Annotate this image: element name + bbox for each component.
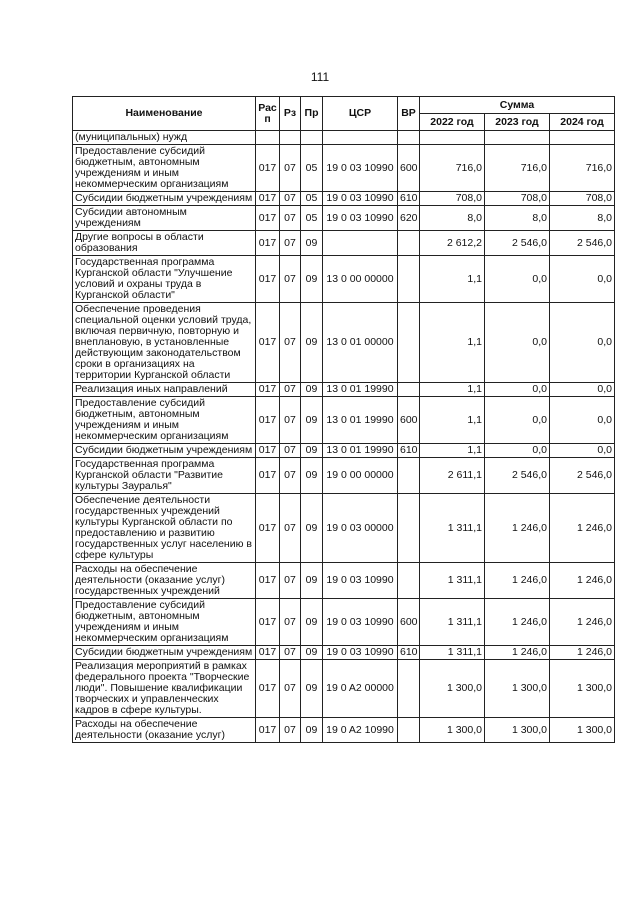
cell-2023: 0,0	[485, 397, 550, 444]
cell-rz: 07	[280, 383, 301, 397]
table-row	[73, 718, 615, 743]
cell-name: Другие вопросы в области образования	[73, 231, 256, 256]
cell-2023: 0,0	[485, 383, 550, 397]
cell-name: Предоставление субсидий бюджетным, автономным учреждениям и иным некоммерческим организациям	[73, 599, 256, 646]
cell-2023: 708,0	[485, 192, 550, 206]
cell-vr	[398, 494, 420, 563]
cell-pr: 09	[301, 718, 323, 743]
cell-2022: 1,1	[420, 444, 485, 458]
cell-ras: 017	[256, 494, 280, 563]
cell-rz: 07	[280, 145, 301, 192]
cell-ras: 017	[256, 458, 280, 494]
cell-csr: 13 0 01 00000	[323, 303, 398, 383]
cell-name: Расходы на обеспечение деятельности (оказание услуг) государственных учреждений	[73, 563, 256, 599]
page-number: 111	[310, 70, 330, 84]
cell-2024: 1 300,0	[550, 660, 615, 718]
cell-vr: 600	[398, 599, 420, 646]
cell-csr: 19 0 00 00000	[323, 458, 398, 494]
cell-2023: 0,0	[485, 256, 550, 303]
cell-2022: 1 311,1	[420, 494, 485, 563]
cell-pr: 09	[301, 383, 323, 397]
cell-2023: 716,0	[485, 145, 550, 192]
cell-csr: 13 0 01 19990	[323, 383, 398, 397]
cell-2024: 716,0	[550, 145, 615, 192]
table-row	[73, 458, 615, 494]
table-row	[73, 444, 615, 458]
cell-pr	[301, 131, 323, 145]
cell-pr: 09	[301, 231, 323, 256]
header-name: Наименование	[73, 97, 256, 131]
cell-name: Реализация мероприятий в рамках федерального проекта "Творческие люди". Повышение квалификации творческих и управленческих кадров в сфере культуры.	[73, 660, 256, 718]
cell-2024: 0,0	[550, 397, 615, 444]
cell-2022	[420, 131, 485, 145]
cell-2022: 1,1	[420, 256, 485, 303]
cell-2022: 1,1	[420, 397, 485, 444]
cell-csr: 19 0 A2 00000	[323, 660, 398, 718]
table-row	[73, 192, 615, 206]
cell-rz	[280, 131, 301, 145]
cell-ras: 017	[256, 192, 280, 206]
cell-2024: 2 546,0	[550, 231, 615, 256]
cell-csr: 19 0 03 10990	[323, 206, 398, 231]
cell-pr: 05	[301, 145, 323, 192]
table-row	[73, 660, 615, 718]
cell-2024: 1 246,0	[550, 563, 615, 599]
cell-2023: 2 546,0	[485, 458, 550, 494]
cell-ras: 017	[256, 660, 280, 718]
cell-2022: 1,1	[420, 383, 485, 397]
cell-2024: 8,0	[550, 206, 615, 231]
cell-2024: 0,0	[550, 303, 615, 383]
cell-2024: 1 246,0	[550, 494, 615, 563]
cell-csr	[323, 131, 398, 145]
table-row	[73, 206, 615, 231]
cell-rz: 07	[280, 660, 301, 718]
cell-rz: 07	[280, 303, 301, 383]
header-vr: ВР	[398, 97, 420, 131]
cell-csr: 13 0 00 00000	[323, 256, 398, 303]
table-row	[73, 397, 615, 444]
cell-vr: 600	[398, 397, 420, 444]
cell-pr: 09	[301, 397, 323, 444]
cell-rz: 07	[280, 563, 301, 599]
cell-2022: 8,0	[420, 206, 485, 231]
cell-2023: 1 246,0	[485, 494, 550, 563]
cell-pr: 09	[301, 563, 323, 599]
cell-2024: 1 300,0	[550, 718, 615, 743]
cell-vr	[398, 660, 420, 718]
cell-2023: 1 300,0	[485, 660, 550, 718]
cell-2022: 1 300,0	[420, 718, 485, 743]
cell-vr	[398, 303, 420, 383]
cell-pr: 09	[301, 599, 323, 646]
cell-name: Предоставление субсидий бюджетным, автономным учреждениям и иным некоммерческим организациям	[73, 397, 256, 444]
cell-csr: 19 0 03 10990	[323, 563, 398, 599]
cell-pr: 09	[301, 660, 323, 718]
cell-vr: 610	[398, 646, 420, 660]
cell-rz: 07	[280, 256, 301, 303]
header-year-2023: 2023 год	[485, 114, 550, 131]
cell-pr: 05	[301, 192, 323, 206]
cell-name: (муниципальных) нужд	[73, 131, 256, 145]
cell-2022: 2 611,1	[420, 458, 485, 494]
cell-name: Субсидии автономным учреждениям	[73, 206, 256, 231]
cell-rz: 07	[280, 206, 301, 231]
cell-2024: 1 246,0	[550, 599, 615, 646]
cell-vr	[398, 718, 420, 743]
cell-vr	[398, 563, 420, 599]
cell-2024	[550, 131, 615, 145]
cell-2024: 1 246,0	[550, 646, 615, 660]
table-row	[73, 383, 615, 397]
cell-2022: 716,0	[420, 145, 485, 192]
cell-csr: 13 0 01 19990	[323, 444, 398, 458]
cell-rz: 07	[280, 397, 301, 444]
cell-csr: 19 0 A2 10990	[323, 718, 398, 743]
cell-ras: 017	[256, 646, 280, 660]
cell-rz: 07	[280, 599, 301, 646]
cell-rz: 07	[280, 444, 301, 458]
table-row	[73, 145, 615, 192]
cell-vr: 620	[398, 206, 420, 231]
cell-2023: 8,0	[485, 206, 550, 231]
cell-2024: 0,0	[550, 256, 615, 303]
cell-ras: 017	[256, 303, 280, 383]
header-year-2022: 2022 год	[420, 114, 485, 131]
cell-vr	[398, 383, 420, 397]
cell-pr: 05	[301, 206, 323, 231]
cell-name: Субсидии бюджетным учреждениям	[73, 192, 256, 206]
cell-2023: 1 246,0	[485, 646, 550, 660]
cell-csr	[323, 231, 398, 256]
cell-vr	[398, 231, 420, 256]
table-row	[73, 131, 615, 145]
cell-csr: 19 0 03 10990	[323, 145, 398, 192]
cell-2024: 2 546,0	[550, 458, 615, 494]
header-pr: Пр	[301, 97, 323, 131]
cell-vr: 610	[398, 192, 420, 206]
cell-name: Субсидии бюджетным учреждениям	[73, 444, 256, 458]
table-row	[73, 231, 615, 256]
header-sum: Сумма	[420, 97, 615, 114]
header-year-2024: 2024 год	[550, 114, 615, 131]
cell-rz: 07	[280, 231, 301, 256]
table-row	[73, 256, 615, 303]
cell-csr: 19 0 03 10990	[323, 646, 398, 660]
cell-rz: 07	[280, 494, 301, 563]
cell-rz: 07	[280, 718, 301, 743]
cell-2023	[485, 131, 550, 145]
cell-ras: 017	[256, 599, 280, 646]
cell-ras: 017	[256, 563, 280, 599]
cell-2024: 0,0	[550, 444, 615, 458]
header-ras: Рас п	[256, 97, 280, 131]
cell-rz: 07	[280, 458, 301, 494]
table-row	[73, 303, 615, 383]
cell-ras: 017	[256, 444, 280, 458]
budget-table	[72, 96, 615, 743]
cell-2023: 1 246,0	[485, 599, 550, 646]
cell-2024: 0,0	[550, 383, 615, 397]
cell-vr	[398, 256, 420, 303]
cell-name: Предоставление субсидий бюджетным, автономным учреждениям и иным некоммерческим организациям	[73, 145, 256, 192]
cell-vr	[398, 131, 420, 145]
cell-2023: 0,0	[485, 303, 550, 383]
cell-2022: 708,0	[420, 192, 485, 206]
cell-2022: 2 612,2	[420, 231, 485, 256]
cell-name: Государственная программа Курганской области "Развитие культуры Зауралья"	[73, 458, 256, 494]
cell-2023: 1 300,0	[485, 718, 550, 743]
cell-ras: 017	[256, 206, 280, 231]
cell-name: Субсидии бюджетным учреждениям	[73, 646, 256, 660]
cell-csr: 19 0 03 10990	[323, 192, 398, 206]
cell-csr: 19 0 03 00000	[323, 494, 398, 563]
cell-ras: 017	[256, 231, 280, 256]
cell-pr: 09	[301, 458, 323, 494]
cell-name: Расходы на обеспечение деятельности (оказание услуг)	[73, 718, 256, 743]
cell-rz: 07	[280, 646, 301, 660]
cell-name: Государственная программа Курганской области "Улучшение условий и охраны труда в Курганской области"	[73, 256, 256, 303]
cell-2024: 708,0	[550, 192, 615, 206]
cell-2022: 1,1	[420, 303, 485, 383]
cell-rz: 07	[280, 192, 301, 206]
cell-csr: 19 0 03 10990	[323, 599, 398, 646]
cell-pr: 09	[301, 256, 323, 303]
cell-ras: 017	[256, 397, 280, 444]
table-row	[73, 494, 615, 563]
cell-pr: 09	[301, 444, 323, 458]
table-row	[73, 599, 615, 646]
cell-ras: 017	[256, 145, 280, 192]
cell-ras: 017	[256, 718, 280, 743]
cell-ras	[256, 131, 280, 145]
cell-pr: 09	[301, 646, 323, 660]
cell-2023: 2 546,0	[485, 231, 550, 256]
cell-2022: 1 311,1	[420, 563, 485, 599]
cell-ras: 017	[256, 256, 280, 303]
cell-pr: 09	[301, 303, 323, 383]
header-csr: ЦСР	[323, 97, 398, 131]
cell-2022: 1 311,1	[420, 599, 485, 646]
cell-name: Обеспечение проведения специальной оценки условий труда, включая первичную, повторную и внеплановую, в установленные действующим законодательством сроки в организациях на территории Курганской области	[73, 303, 256, 383]
cell-vr: 600	[398, 145, 420, 192]
cell-2023: 1 246,0	[485, 563, 550, 599]
cell-vr	[398, 458, 420, 494]
cell-name: Реализация иных направлений	[73, 383, 256, 397]
cell-ras: 017	[256, 383, 280, 397]
header-rz: Рз	[280, 97, 301, 131]
cell-vr: 610	[398, 444, 420, 458]
table-row	[73, 646, 615, 660]
table-row	[73, 563, 615, 599]
table-body	[73, 131, 615, 743]
cell-pr: 09	[301, 494, 323, 563]
cell-2022: 1 311,1	[420, 646, 485, 660]
cell-name: Обеспечение деятельности государственных учреждений культуры Курганской области по предоставлению и развитию государственных услуг населению в сфере культуры	[73, 494, 256, 563]
cell-2023: 0,0	[485, 444, 550, 458]
cell-2022: 1 300,0	[420, 660, 485, 718]
cell-csr: 13 0 01 19990	[323, 397, 398, 444]
